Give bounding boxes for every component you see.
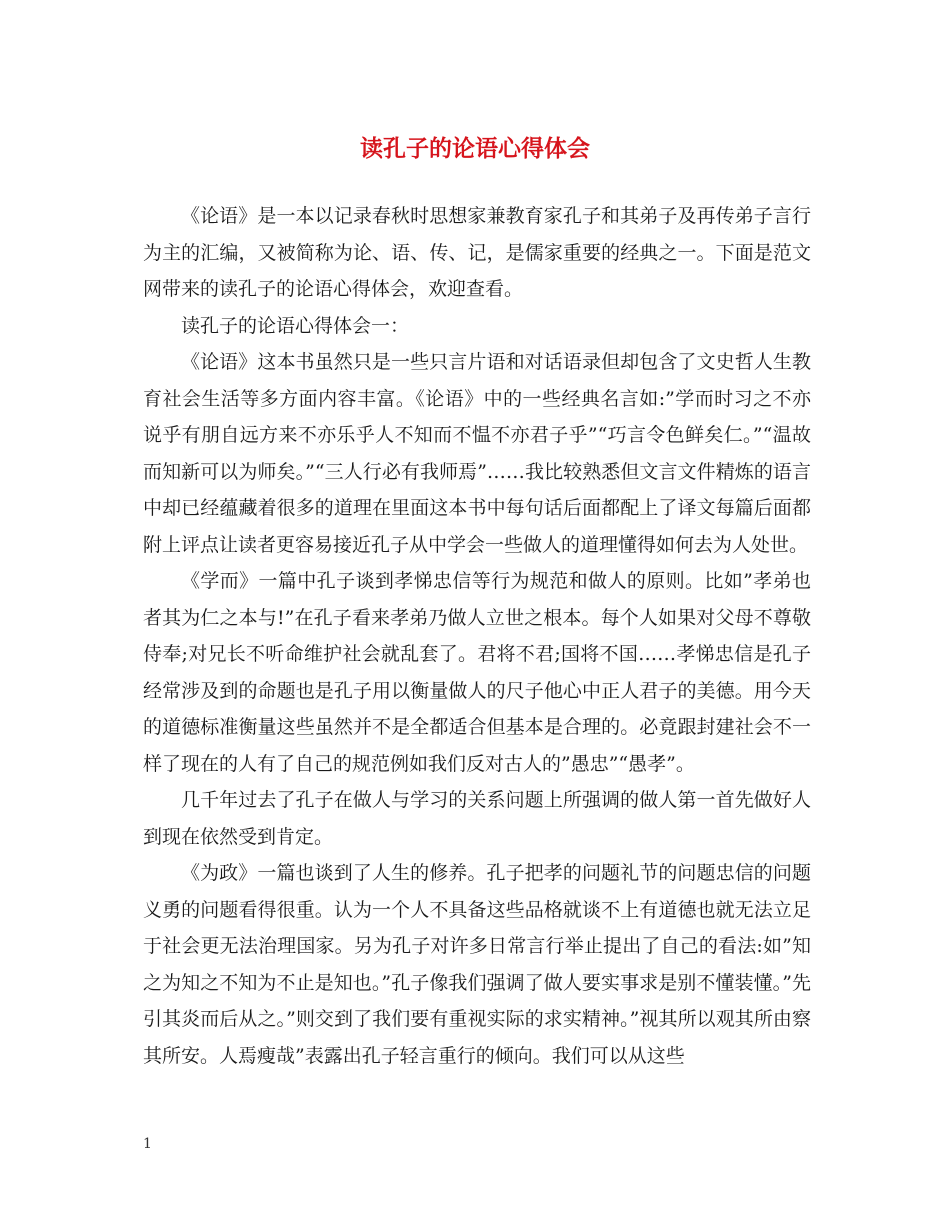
paragraph-section-heading: 读孔子的论语心得体会一： bbox=[181, 314, 410, 337]
paragraph-lunyu-quotes: 《论语》这本书虽然只是一些只言片语和对话语录但却包含了文史哲人生教育社会生活等多方面内容丰富。《论语》中的一些经典名言如:”学而时习之不亦说乎有朋自远方来不亦乐乎人不知而不愠不亦君子乎”“巧言令色鲜矣仁。”“温故而知新可以为师矣。”“三人行必有我师焉”……我比较熟悉但文言文件精炼的语言中却已经蕴藏着很多的道理在里面这本书中每句话后面都配上了译文每篇后面都附上评点让读者更容易接近孔子从中学会一些做人的道理懂得如何去为人处世。 bbox=[143, 351, 811, 556]
paragraph-weizheng: 《为政》一篇也谈到了人生的修养。孔子把孝的问题礼节的问题忠信的问题义勇的问题看得很重。认为一个人不具备这些品格就谈不上有道德也就无法立足于社会更无法治理国家。另为孔子对许多日常言行举止提出了自己的看法:如”知之为知之不知为不止是知也。”孔子像我们强调了做人要实事求是别不懂装懂。”先引其炎而后从之。”则交到了我们要有重视实际的求实精神。”视其所以观其所由察其所安。人焉瘦哉”表露出孔子轻言重行的倾向。我们可以从这些 bbox=[143, 862, 811, 1067]
document-title: 读孔子的论语心得体会 bbox=[360, 135, 590, 162]
document-body bbox=[143, 198, 811, 1074]
page-number: 1 bbox=[143, 1136, 152, 1152]
paragraph-xueer: 《学而》一篇中孔子谈到孝悌忠信等行为规范和做人的原则。比如”孝弟也者其为仁之本与!”在孔子看来孝弟乃做人立世之根本。每个人如果对父母不尊敬侍奉;对兄长不听命维护社会就乱套了。君将不君;国将不国……孝悌忠信是孔子经常涉及到的命题也是孔子用以衡量做人的尺子他心中正人君子的美德。用今天的道德标准衡量这些虽然并不是全都适合但基本是合理的。必竟跟封建社会不一样了现在的人有了自己的规范例如我们反对古人的”愚忠”“愚孝”。 bbox=[143, 570, 811, 775]
paragraph-intro: 《论语》是一本以记录春秋时思想家兼教育家孔子和其弟子及再传弟子言行为主的汇编，又被简称为论、语、传、记，是儒家重要的经典之一。下面是范文网带来的读孔子的论语心得体会，欢迎查看。 bbox=[143, 205, 811, 300]
paragraph-thousands-years: 几千年过去了孔子在做人与学习的关系问题上所强调的做人第一首先做好人到现在依然受到肯定。 bbox=[143, 789, 811, 848]
